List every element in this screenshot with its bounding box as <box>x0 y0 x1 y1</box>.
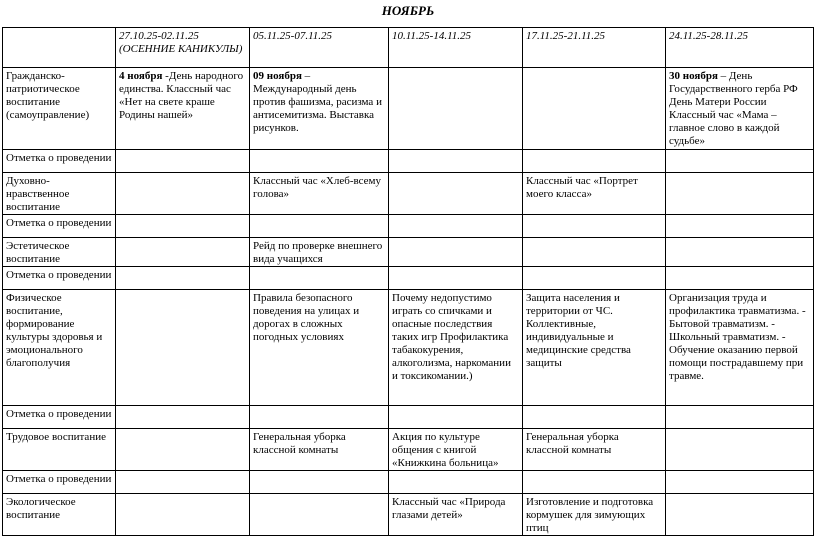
physical-week-1 <box>116 290 250 406</box>
header-week-4: 17.11.25-21.11.25 <box>523 28 666 68</box>
aesthetic-week-4 <box>523 238 666 267</box>
eco-week-3: Классный час «Природа глазами детей» <box>389 494 523 536</box>
physical-week-3: Почему недопустимо играть со спичками и опасные последствия таких игр Профилактика табакокурения, алкоголизма, наркомании и токсикомании.) <box>389 290 523 406</box>
mark-label: Отметка о проведении <box>3 406 116 429</box>
header-empty-cell <box>3 28 116 68</box>
moral-week-2: Классный час «Хлеб-всему голова» <box>250 173 389 215</box>
aesthetic-week-3 <box>389 238 523 267</box>
physical-label: Физическое воспитание, формирование культуры здоровья и эмоционального благополучия <box>3 290 116 406</box>
civic-week-3 <box>389 68 523 150</box>
physical-week-4: Защита населения и территории от ЧС. Коллективные, индивидуальные и медицинские средства защиты <box>523 290 666 406</box>
physical-week-5: Организация труда и профилактика травматизма. - Бытовой травматизм. - Школьный травматизм. - Обучение оказанию первой помощи пострадавшему при травме. <box>666 290 814 406</box>
moral-label: Духовно-нравственное воспитание <box>3 173 116 215</box>
eco-label: Экологическое воспитание <box>3 494 116 536</box>
labor-week-5 <box>666 429 814 471</box>
mark-row <box>3 267 814 290</box>
moral-row <box>3 173 814 215</box>
civic-week-2: 09 ноября – Международный день против фашизма, расизма и антисемитизма. Выставка рисунков. <box>250 68 389 150</box>
labor-label: Трудовое воспитание <box>3 429 116 471</box>
labor-week-1 <box>116 429 250 471</box>
header-week-5: 24.11.25-28.11.25 <box>666 28 814 68</box>
mark-label: Отметка о проведении <box>3 215 116 238</box>
eco-week-2 <box>250 494 389 536</box>
eco-week-4: Изготовление и подготовка кормушек для зимующих птиц <box>523 494 666 536</box>
mark-label: Отметка о проведении <box>3 471 116 494</box>
physical-row <box>3 290 814 406</box>
aesthetic-row <box>3 238 814 267</box>
eco-week-1 <box>116 494 250 536</box>
labor-week-3: Акция по культуре общения с книгой «Книжкина больница» <box>389 429 523 471</box>
civic-week-4 <box>523 68 666 150</box>
moral-week-1 <box>116 173 250 215</box>
aesthetic-week-5 <box>666 238 814 267</box>
page-title: НОЯБРЬ <box>381 3 435 18</box>
mark-label: Отметка о проведении <box>3 267 116 290</box>
plan-table <box>2 27 814 536</box>
labor-week-4: Генеральная уборка классной комнаты <box>523 429 666 471</box>
civic-label: Гражданско-патриотическое воспитание (самоуправление) <box>3 68 116 150</box>
header-week-1: 27.10.25-02.11.25 (ОСЕННИЕ КАНИКУЛЫ) <box>116 28 250 68</box>
moral-week-5 <box>666 173 814 215</box>
mark-row <box>3 471 814 494</box>
mark-row <box>3 150 814 173</box>
mark-label: Отметка о проведении <box>3 150 116 173</box>
header-week-2: 05.11.25-07.11.25 <box>250 28 389 68</box>
header-row <box>3 28 814 68</box>
aesthetic-week-1 <box>116 238 250 267</box>
physical-week-2: Правила безопасного поведения на улицах и дорогах в сложных погодных условиях <box>250 290 389 406</box>
aesthetic-label: Эстетическое воспитание <box>3 238 116 267</box>
labor-week-2: Генеральная уборка классной комнаты <box>250 429 389 471</box>
eco-row <box>3 494 814 536</box>
civic-week-5: 30 ноября – День Государственного герба РФ День Матери России Классный час «Мама – главное слово в каждой судьбе» <box>666 68 814 150</box>
aesthetic-week-2: Рейд по проверке внешнего вида учащихся <box>250 238 389 267</box>
header-week-3: 10.11.25-14.11.25 <box>389 28 523 68</box>
mark-row <box>3 406 814 429</box>
labor-row <box>3 429 814 471</box>
civic-week-1: 4 ноября -День народного единства. Классный час «Нет на свете краше Родины нашей» <box>116 68 250 150</box>
eco-week-5 <box>666 494 814 536</box>
moral-week-3 <box>389 173 523 215</box>
civic-row <box>3 68 814 150</box>
moral-week-4: Классный час «Портрет моего класса» <box>523 173 666 215</box>
mark-row <box>3 215 814 238</box>
